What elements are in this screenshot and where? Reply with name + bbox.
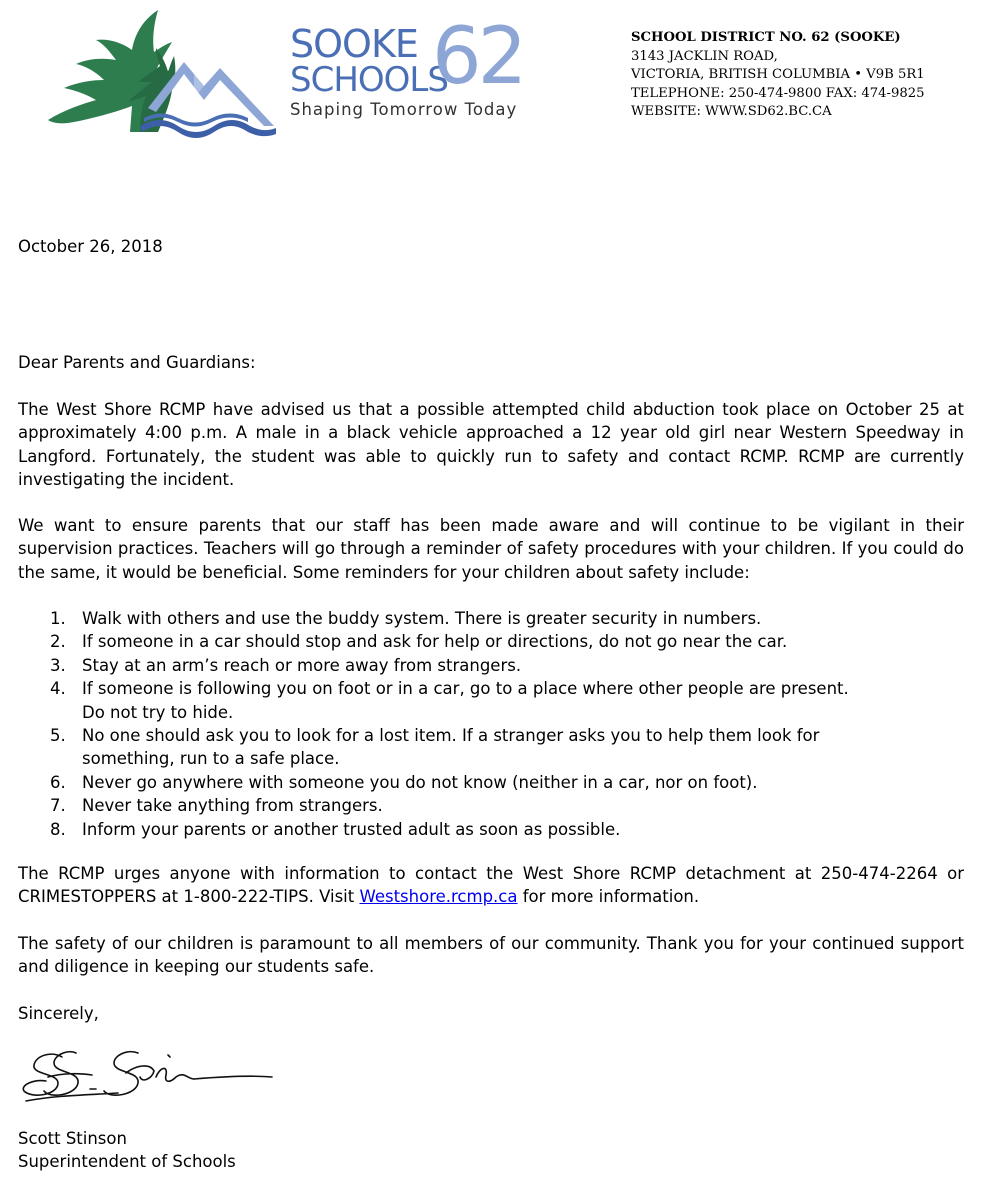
logo-sooke-text: SOOKE (290, 22, 418, 66)
logo-schools-text: SCHOOLS (290, 60, 448, 100)
district-phone: TELEPHONE: 250-474-9800 FAX: 474-9825 (631, 85, 925, 101)
school-district-logo-wordmark (290, 12, 540, 124)
letter-closing: Sincerely, (18, 1004, 99, 1023)
logo-tagline: Shaping Tomorrow Today (290, 100, 518, 119)
signer-name: Scott Stinson (18, 1129, 127, 1148)
district-address-line1: 3143 JACKLIN ROAD, (631, 48, 778, 64)
logo-number-text: 62 (432, 12, 524, 102)
letter-date: October 26, 2018 (18, 237, 163, 256)
letter-paragraph-incident: The West Shore RCMP have advised us that a possible attempted child abduction took place on October 25 at approximately 4:00 p.m. A male in a black vehicle approached a 12 year old girl near Western Speedway in Langford. Fortunately, the student was able to quickly run to safety and contact RCMP. RCMP are currently investigating the incident. (18, 400, 964, 490)
letter-salutation: Dear Parents and Guardians: (18, 353, 256, 372)
district-address-line2: VICTORIA, BRITISH COLUMBIA • V9B 5R1 (631, 67, 925, 83)
westshore-rcmp-link[interactable]: Westshore.rcmp.ca (359, 887, 518, 907)
letter-paragraph-contact: The RCMP urges anyone with information to contact the West Shore RCMP detachment at 250-474-2264 or CRIMESTOPPERS at 1-800-222-TIPS. Visit Westshore.rcmp.ca for more information. (18, 864, 964, 907)
district-name: SCHOOL DISTRICT NO. 62 (SOOKE) (631, 30, 901, 45)
signer-title: Superintendent of Schools (18, 1152, 236, 1171)
letter-paragraph-reminders-intro: We want to ensure parents that our staff has been made aware and will continue to be vigilant in their supervision practices. Teachers will go through a reminder of safety procedures with your children. If you could do the same, it would be beneficial. Some reminders for your children about safety include: (18, 516, 964, 582)
list-item: 6. Never go anywhere with someone you do not know (neither in a car, nor on foot). (50, 772, 758, 792)
list-item: 1. Walk with others and use the buddy system. There is greater security in numbers. (50, 609, 762, 628)
list-item: 7. Never take anything from strangers. (50, 796, 383, 816)
list-item: 8. Inform your parents or another trusted adult as soon as possible. (50, 819, 621, 839)
district-website: WEBSITE: WWW.SD62.BC.CA (631, 104, 832, 120)
list-item: 5. No one should ask you to look for a lost item. If a stranger asks you to help them look for something, run to a safe place. (50, 726, 820, 769)
list-item: 4. If someone is following you on foot or in a car, go to a place where other people are present. Do not try to hide. (50, 679, 849, 722)
safety-reminders-list (50, 607, 849, 841)
list-item: 3. Stay at an arm’s reach or more away from strangers. (50, 655, 522, 675)
list-item: 2. If someone in a car should stop and ask for help or directions, do not go near the car. (50, 632, 788, 652)
district-address-block (631, 29, 925, 122)
handwritten-signature (18, 1043, 278, 1107)
letter-paragraph-closing: The safety of our children is paramount to all members of our community. Thank you for your continued support and diligence in keeping our students safe. (18, 934, 964, 977)
school-district-logo-graphic (44, 8, 280, 140)
